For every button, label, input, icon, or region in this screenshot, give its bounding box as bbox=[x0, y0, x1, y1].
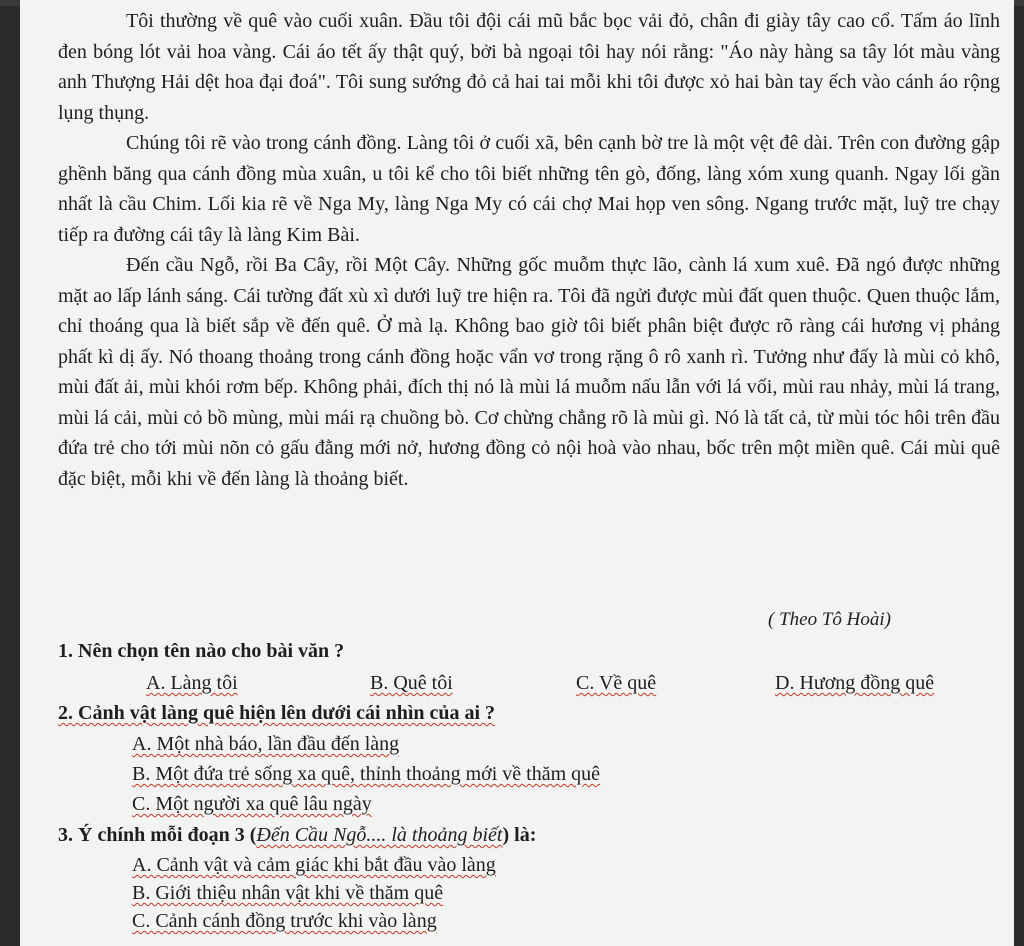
q2-option-c: C. Một người xa quê lâu ngày bbox=[132, 793, 372, 815]
q1-option-a: A. Làng tôi bbox=[146, 672, 238, 694]
passage-paragraph-3: Đến cầu Ngỗ, rồi Ba Cây, rồi Một Cây. Những gốc muỗm thực lão, cành lá xum xuê. Đã ngó được những mặt ao lấp lánh sáng. Cái tường đất xù xì dưới luỹ tre hiện ra. Tôi đã ngửi được mùi đất quen thuộc. Quen thuộc lắm, chỉ thoáng qua là biết sắp về đến quê. Ở mà lạ. Không bao giờ tôi biết phân biệt được rõ ràng cái hương vị phảng phất kì dị ấy. Nó thoang thoảng trong cánh đồng hoặc vẩn vơ trong rặng ô rô xanh rì. Tưởng như đấy là mùi cỏ khô, mùi đất ải, mùi khói rơm bếp. Không phải, đích thị nó là mùi lá muỗm nấu lẫn với lá vối, mùi rau nhảy, mùi lá trang, mùi lá cải, mùi cỏ bồ mùng, mùi mái rạ chuồng bò. Cơ chừng chẳng rõ là mùi gì. Nó là tất cả, từ mùi tóc hôi trên đầu đứa trẻ cho tới mùi nõn cỏ gấu đằng mới nở, hương đồng cỏ nội hoà vào nhau, bốc trên một miền quê. Cái mùi quê đặc biệt, mỗi khi về đến làng là thoảng biết. bbox=[58, 254, 1000, 490]
q3-option-a: A. Cảnh vật và cảm giác khi bắt đầu vào làng bbox=[132, 854, 496, 876]
q1-option-c: C. Về quê bbox=[576, 672, 657, 694]
question-3-reference: Đến Cầu Ngỗ.... là thoảng biết bbox=[256, 824, 503, 846]
q3-option-c: C. Cảnh cánh đồng trước khi vào làng bbox=[132, 910, 437, 932]
passage-source: ( Theo Tô Hoài) bbox=[768, 609, 891, 630]
q1-option-b: B. Quê tôi bbox=[370, 672, 453, 694]
question-1-title: 1. Nên chọn tên nào cho bài văn ? bbox=[58, 640, 345, 662]
passage-paragraph-2: Chúng tôi rẽ vào trong cánh đồng. Làng tôi ở cuối xã, bên cạnh bờ tre là một vệt đê dài. Trên con đường gập ghềnh băng qua cánh đồng mùa xuân, u tôi kể cho tôi biết những tên gò, đống, làng xóm xung quanh. Ngay lối gần nhất là cầu Chim. Lối kia rẽ về Nga My, làng Nga My có cái chợ Mai họp ven sông. Ngang trước mặt, luỹ tre chạy tiếp ra đường cái tây là làng Kim Bài. bbox=[58, 132, 1000, 246]
worksheet-page bbox=[20, 0, 1014, 946]
q1-option-d: D. Hương đồng quê bbox=[775, 672, 935, 694]
q2-option-b: B. Một đứa trẻ sống xa quê, thỉnh thoảng mới về thăm quê bbox=[132, 763, 601, 785]
passage-paragraph-1: Tôi thường về quê vào cuối xuân. Đầu tôi đội cái mũ bắc bọc vải đỏ, chân đi giày tây cao cổ. Tấm áo lĩnh đen bóng lót vải hoa vàng. Cái áo tết ấy thật quý, bởi bà ngoại tôi hay nói rằng: "Áo này hàng sa tây lót màu vàng anh Thượng Hải dệt hoa đại đoá". Tôi sung sướng đỏ cả hai tai mỗi khi tôi được xỏ hai bàn tay ếch vào cánh áo rộng lụng thụng. bbox=[58, 10, 1000, 124]
question-3-title: 3. Ý chính mỗi đoạn 3 (Đến Cầu Ngỗ.... là thoảng biết) là: bbox=[58, 824, 537, 846]
question-2-title: 2. Cảnh vật làng quê hiện lên dưới cái nhìn của ai ? bbox=[58, 702, 496, 724]
q3-option-b: B. Giới thiệu nhân vật khi về thăm quê bbox=[132, 882, 444, 904]
q2-option-a: A. Một nhà báo, lần đầu đến làng bbox=[132, 733, 400, 755]
reading-passage bbox=[58, 6, 1000, 494]
